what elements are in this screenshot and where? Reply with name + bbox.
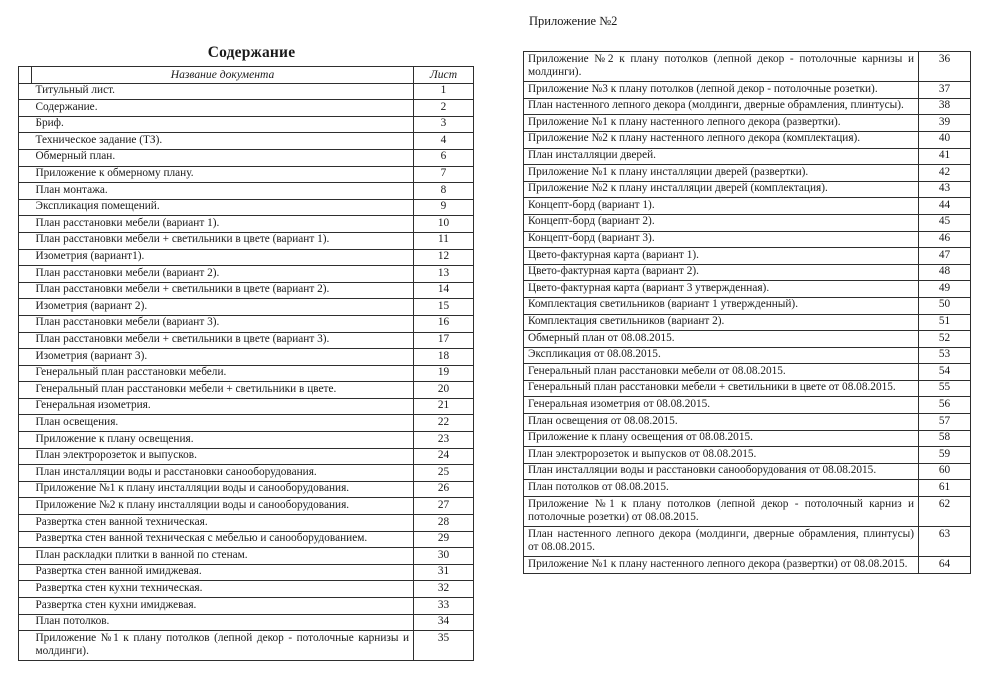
sheet-number-cell: 49 xyxy=(919,281,971,298)
document-name-cell: Приложение №2 к плану потолков (лепной декор - потолочные карнизы и молдинги). xyxy=(524,52,919,82)
sheet-number-cell: 48 xyxy=(919,264,971,281)
table-row xyxy=(524,314,971,331)
table-body-right xyxy=(524,52,971,574)
row-mark-cell xyxy=(19,349,32,366)
document-name-cell: Содержание. xyxy=(32,100,414,117)
sheet-number-cell: 12 xyxy=(414,249,474,266)
table-row xyxy=(19,83,474,100)
row-mark-cell xyxy=(19,382,32,399)
sheet-number-cell: 54 xyxy=(919,364,971,381)
table-row xyxy=(19,332,474,349)
sheet-number-cell: 1 xyxy=(414,83,474,100)
row-mark-cell xyxy=(19,631,32,661)
row-mark-cell xyxy=(19,83,32,100)
document-name-cell: Развертка стен ванной техническая с мебелью и санооборудованием. xyxy=(32,531,414,548)
table-row xyxy=(524,557,971,574)
document-name-cell: План электророзеток и выпусков от 08.08.2015. xyxy=(524,447,919,464)
document-name-cell: Экспликация помещений. xyxy=(32,199,414,216)
sheet-number-cell: 29 xyxy=(414,531,474,548)
sheet-number-cell: 25 xyxy=(414,465,474,482)
sheet-number-cell: 39 xyxy=(919,115,971,132)
document-name-cell: Изометрия (вариант 2). xyxy=(32,299,414,316)
row-mark-cell xyxy=(19,531,32,548)
table-row xyxy=(19,216,474,233)
table-row xyxy=(19,498,474,515)
row-mark-cell xyxy=(19,149,32,166)
contents-table-left xyxy=(18,66,474,661)
document-name-cell: Приложение №1 к плану потолков (лепной декор - потолочные карнизы и молдинги). xyxy=(32,631,414,661)
table-row xyxy=(19,531,474,548)
table-row xyxy=(19,382,474,399)
document-name-cell: Приложение №1 к плану инсталляции воды и санооборудования. xyxy=(32,481,414,498)
document-name-cell: Изометрия (вариант 3). xyxy=(32,349,414,366)
document-name-cell: План освещения от 08.08.2015. xyxy=(524,414,919,431)
sheet-number-cell: 10 xyxy=(414,216,474,233)
column-header-sheet: Лист xyxy=(414,67,474,84)
document-name-cell: Приложение к обмерному плану. xyxy=(32,166,414,183)
document-name-cell: Концепт-борд (вариант 3). xyxy=(524,231,919,248)
table-row xyxy=(19,432,474,449)
table-row xyxy=(524,181,971,198)
document-name-cell: План монтажа. xyxy=(32,183,414,200)
sheet-number-cell: 33 xyxy=(414,598,474,615)
sheet-number-cell: 9 xyxy=(414,199,474,216)
appendix-label: Приложение №2 xyxy=(529,14,618,28)
table-row xyxy=(524,231,971,248)
sheet-number-cell: 21 xyxy=(414,398,474,415)
row-mark-cell xyxy=(19,199,32,216)
sheet-number-cell: 19 xyxy=(414,365,474,382)
sheet-number-cell: 42 xyxy=(919,165,971,182)
sheet-number-cell: 47 xyxy=(919,248,971,265)
table-row xyxy=(19,149,474,166)
table-row xyxy=(19,116,474,133)
document-name-cell: Обмерный план. xyxy=(32,149,414,166)
document-name-cell: Обмерный план от 08.08.2015. xyxy=(524,331,919,348)
row-mark-cell xyxy=(19,299,32,316)
table-row xyxy=(19,481,474,498)
document-name-cell: Изометрия (вариант1). xyxy=(32,249,414,266)
table-row xyxy=(524,131,971,148)
document-name-cell: Концепт-борд (вариант 1). xyxy=(524,198,919,215)
table-row xyxy=(524,281,971,298)
document-name-cell: Комплектация светильников (вариант 1 утвержденный). xyxy=(524,297,919,314)
sheet-number-cell: 61 xyxy=(919,480,971,497)
table-row xyxy=(524,198,971,215)
row-mark-cell xyxy=(19,398,32,415)
table-row xyxy=(19,249,474,266)
table-row xyxy=(19,564,474,581)
sheet-number-cell: 14 xyxy=(414,282,474,299)
sheet-number-cell: 57 xyxy=(919,414,971,431)
row-mark-cell xyxy=(19,133,32,150)
document-name-cell: Генеральный план расстановки мебели от 08.08.2015. xyxy=(524,364,919,381)
sheet-number-cell: 28 xyxy=(414,515,474,532)
table-row xyxy=(524,480,971,497)
row-mark-cell xyxy=(19,432,32,449)
table-row xyxy=(19,282,474,299)
document-name-cell: Техническое задание (ТЗ). xyxy=(32,133,414,150)
sheet-number-cell: 23 xyxy=(414,432,474,449)
document-name-cell: План расстановки мебели + светильники в цвете (вариант 3). xyxy=(32,332,414,349)
document-name-cell: Генеральный план расстановки мебели + светильники в цвете от 08.08.2015. xyxy=(524,380,919,397)
table-row xyxy=(524,463,971,480)
sheet-number-cell: 40 xyxy=(919,131,971,148)
table-row xyxy=(524,397,971,414)
document-name-cell: Генеральный план расстановки мебели + светильники в цвете. xyxy=(32,382,414,399)
document-name-cell: Цвето-фактурная карта (вариант 1). xyxy=(524,248,919,265)
sheet-number-cell: 11 xyxy=(414,232,474,249)
document-name-cell: План освещения. xyxy=(32,415,414,432)
table-row xyxy=(524,347,971,364)
sheet-number-cell: 3 xyxy=(414,116,474,133)
sheet-number-cell: 7 xyxy=(414,166,474,183)
page-title: Содержание xyxy=(207,44,296,61)
sheet-number-cell: 2 xyxy=(414,100,474,117)
table-row xyxy=(19,548,474,565)
table-row xyxy=(524,414,971,431)
table-row xyxy=(19,299,474,316)
table-row xyxy=(524,115,971,132)
document-name-cell: Развертка стен ванной техническая. xyxy=(32,515,414,532)
document-name-cell: Бриф. xyxy=(32,116,414,133)
table-row xyxy=(19,365,474,382)
sheet-number-cell: 62 xyxy=(919,497,971,527)
document-name-cell: Концепт-борд (вариант 2). xyxy=(524,214,919,231)
document-name-cell: Генеральный план расстановки мебели. xyxy=(32,365,414,382)
document-name-cell: План инсталляции воды и расстановки санооборудования. xyxy=(32,465,414,482)
table-header-row xyxy=(19,67,474,84)
table-row xyxy=(524,148,971,165)
sheet-number-cell: 55 xyxy=(919,380,971,397)
document-name-cell: План расстановки мебели (вариант 1). xyxy=(32,216,414,233)
sheet-number-cell: 64 xyxy=(919,557,971,574)
sheet-number-cell: 17 xyxy=(414,332,474,349)
sheet-number-cell: 52 xyxy=(919,331,971,348)
table-row xyxy=(524,214,971,231)
table-row xyxy=(19,581,474,598)
table-row xyxy=(19,166,474,183)
document-name-cell: Приложение №2 к плану настенного лепного декора (комплектация). xyxy=(524,131,919,148)
row-mark-cell xyxy=(19,614,32,631)
table-row xyxy=(524,98,971,115)
sheet-number-cell: 32 xyxy=(414,581,474,598)
document-name-cell: Приложение к плану освещения от 08.08.2015. xyxy=(524,430,919,447)
document-name-cell: План потолков от 08.08.2015. xyxy=(524,480,919,497)
table-row xyxy=(19,199,474,216)
left-column xyxy=(18,44,473,661)
table-row xyxy=(19,349,474,366)
table-row xyxy=(19,465,474,482)
sheet-number-cell: 53 xyxy=(919,347,971,364)
row-mark-cell xyxy=(19,100,32,117)
sheet-number-cell: 58 xyxy=(919,430,971,447)
document-name-cell: План настенного лепного декора (молдинги, дверные обрамления, плинтусы). xyxy=(524,98,919,115)
sheet-number-cell: 50 xyxy=(919,297,971,314)
document-name-cell: План настенного лепного декора (молдинги, дверные обрамления, плинтусы) от 08.08.2015. xyxy=(524,527,919,557)
column-header-blank xyxy=(19,67,32,84)
document-name-cell: Развертка стен кухни имиджевая. xyxy=(32,598,414,615)
table-row xyxy=(19,100,474,117)
row-mark-cell xyxy=(19,548,32,565)
table-row xyxy=(524,447,971,464)
document-name-cell: Приложение №1 к плану настенного лепного декора (развертки) от 08.08.2015. xyxy=(524,557,919,574)
table-row xyxy=(524,331,971,348)
document-name-cell: План расстановки мебели (вариант 3). xyxy=(32,315,414,332)
document-name-cell: Приложение к плану освещения. xyxy=(32,432,414,449)
row-mark-cell xyxy=(19,166,32,183)
sheet-number-cell: 35 xyxy=(414,631,474,661)
document-name-cell: Развертка стен кухни техническая. xyxy=(32,581,414,598)
table-row xyxy=(524,497,971,527)
row-mark-cell xyxy=(19,515,32,532)
document-name-cell: План раскладки плитки в ванной по стенам. xyxy=(32,548,414,565)
table-row xyxy=(19,631,474,661)
row-mark-cell xyxy=(19,266,32,283)
sheet-number-cell: 27 xyxy=(414,498,474,515)
sheet-number-cell: 44 xyxy=(919,198,971,215)
document-name-cell: Генеральная изометрия от 08.08.2015. xyxy=(524,397,919,414)
table-row xyxy=(524,380,971,397)
table-row xyxy=(524,527,971,557)
sheet-number-cell: 20 xyxy=(414,382,474,399)
table-row xyxy=(19,232,474,249)
table-row xyxy=(19,315,474,332)
table-row xyxy=(19,448,474,465)
sheet-number-cell: 63 xyxy=(919,527,971,557)
document-name-cell: Титульный лист. xyxy=(32,83,414,100)
sheet-number-cell: 26 xyxy=(414,481,474,498)
row-mark-cell xyxy=(19,448,32,465)
table-row xyxy=(19,183,474,200)
document-name-cell: Цвето-фактурная карта (вариант 2). xyxy=(524,264,919,281)
sheet-number-cell: 4 xyxy=(414,133,474,150)
table-row xyxy=(19,598,474,615)
column-header-name: Название документа xyxy=(32,67,414,84)
row-mark-cell xyxy=(19,498,32,515)
table-row xyxy=(524,165,971,182)
row-mark-cell xyxy=(19,598,32,615)
row-mark-cell xyxy=(19,465,32,482)
sheet-number-cell: 24 xyxy=(414,448,474,465)
sheet-number-cell: 18 xyxy=(414,349,474,366)
table-row xyxy=(19,398,474,415)
contents-table-right xyxy=(523,51,971,574)
table-row xyxy=(524,52,971,82)
sheet-number-cell: 6 xyxy=(414,149,474,166)
right-column xyxy=(523,14,970,574)
row-mark-cell xyxy=(19,116,32,133)
sheet-number-cell: 22 xyxy=(414,415,474,432)
row-mark-cell xyxy=(19,282,32,299)
table-row xyxy=(524,82,971,99)
table-row xyxy=(524,364,971,381)
table-row xyxy=(19,133,474,150)
table-row xyxy=(524,264,971,281)
document-name-cell: Развертка стен ванной имиджевая. xyxy=(32,564,414,581)
sheet-number-cell: 16 xyxy=(414,315,474,332)
sheet-number-cell: 59 xyxy=(919,447,971,464)
document-name-cell: План потолков. xyxy=(32,614,414,631)
table-row xyxy=(524,430,971,447)
document-name-cell: Комплектация светильников (вариант 2). xyxy=(524,314,919,331)
sheet-number-cell: 38 xyxy=(919,98,971,115)
document-name-cell: Приложение №1 к плану настенного лепного декора (развертки). xyxy=(524,115,919,132)
document-name-cell: План инсталляции дверей. xyxy=(524,148,919,165)
document-name-cell: Генеральная изометрия. xyxy=(32,398,414,415)
sheet-number-cell: 13 xyxy=(414,266,474,283)
document-name-cell: Приложение №2 к плану инсталляции воды и санооборудования. xyxy=(32,498,414,515)
row-mark-cell xyxy=(19,581,32,598)
document-name-cell: План расстановки мебели + светильники в цвете (вариант 1). xyxy=(32,232,414,249)
sheet-number-cell: 51 xyxy=(919,314,971,331)
sheet-number-cell: 41 xyxy=(919,148,971,165)
document-name-cell: Приложение №2 к плану инсталляции дверей (комплектация). xyxy=(524,181,919,198)
sheet-number-cell: 8 xyxy=(414,183,474,200)
row-mark-cell xyxy=(19,315,32,332)
table-row xyxy=(524,297,971,314)
sheet-number-cell: 56 xyxy=(919,397,971,414)
table-row xyxy=(19,266,474,283)
table-body-left xyxy=(19,83,474,661)
table-row xyxy=(524,248,971,265)
sheet-number-cell: 37 xyxy=(919,82,971,99)
table-row xyxy=(19,415,474,432)
document-name-cell: Приложение №1 к плану потолков (лепной декор - потолочный карниз и потолочные розетки) от 08.08.2015. xyxy=(524,497,919,527)
table-row xyxy=(19,614,474,631)
sheet-number-cell: 60 xyxy=(919,463,971,480)
row-mark-cell xyxy=(19,332,32,349)
row-mark-cell xyxy=(19,216,32,233)
row-mark-cell xyxy=(19,365,32,382)
document-name-cell: План расстановки мебели (вариант 2). xyxy=(32,266,414,283)
sheet-number-cell: 45 xyxy=(919,214,971,231)
row-mark-cell xyxy=(19,232,32,249)
table-row xyxy=(19,515,474,532)
sheet-number-cell: 46 xyxy=(919,231,971,248)
document-name-cell: План инсталляции воды и расстановки санооборудования от 08.08.2015. xyxy=(524,463,919,480)
document-name-cell: Экспликация от 08.08.2015. xyxy=(524,347,919,364)
document-name-cell: План электророзеток и выпусков. xyxy=(32,448,414,465)
row-mark-cell xyxy=(19,249,32,266)
sheet-number-cell: 15 xyxy=(414,299,474,316)
sheet-number-cell: 34 xyxy=(414,614,474,631)
row-mark-cell xyxy=(19,481,32,498)
document-name-cell: Цвето-фактурная карта (вариант 3 утвержденная). xyxy=(524,281,919,298)
sheet-number-cell: 30 xyxy=(414,548,474,565)
document-name-cell: Приложение №3 к плану потолков (лепной декор - потолочные розетки). xyxy=(524,82,919,99)
document-name-cell: Приложение №1 к плану инсталляции дверей (развертки). xyxy=(524,165,919,182)
sheet-number-cell: 43 xyxy=(919,181,971,198)
sheet-number-cell: 36 xyxy=(919,52,971,82)
row-mark-cell xyxy=(19,183,32,200)
document-name-cell: План расстановки мебели + светильники в цвете (вариант 2). xyxy=(32,282,414,299)
row-mark-cell xyxy=(19,415,32,432)
sheet-number-cell: 31 xyxy=(414,564,474,581)
table-header-left xyxy=(19,67,474,84)
row-mark-cell xyxy=(19,564,32,581)
